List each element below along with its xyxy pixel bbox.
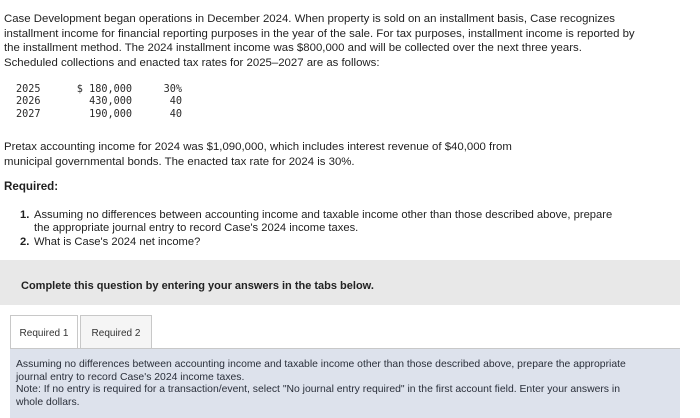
schedule-year: 2025	[16, 84, 41, 95]
schedule-amount: 430,000	[89, 96, 132, 108]
required-item-text: Assuming no differences between accounting income and taxable income other than those described above, prepare the appropriate journal entry to record Case's 2024 income taxes.	[34, 209, 613, 235]
pretax-income-text: Pretax accounting income for 2024 was $1,090,000, which includes interest revenue of $40,000 from municipal governmental bonds. The enacted tax rate for 2024 is 30%.	[4, 141, 512, 168]
tab-required-1[interactable]: Required 1	[10, 315, 78, 349]
schedule-rate: 40	[169, 108, 182, 120]
instruction-text: Complete this question by entering your answers in the tabs below.	[21, 280, 374, 292]
required-item-number: 2.	[20, 235, 30, 248]
required-item-text: What is Case's 2024 net income?	[34, 235, 201, 248]
problem-intro-text: Case Development began operations in December 2024. When property is sold on an installment basis, Case recognizes installment income for financial reporting purposes in the year of the sale. For tax purposes, installment income is reported by the installment method. The 2024 installment income was $800,000 and will be collected over the next three years. Scheduled collections and enacted tax rates for 2025–2027 are as follows:	[4, 13, 635, 69]
required-item-1	[20, 209, 690, 236]
schedule-row	[16, 109, 186, 121]
schedule-row	[16, 84, 186, 96]
schedule-row	[16, 96, 186, 108]
tab-required-2[interactable]: Required 2	[80, 315, 152, 349]
collections-schedule	[16, 84, 186, 121]
schedule-amount: 190,000	[89, 108, 132, 120]
panel-instruction-text: Assuming no differences between accounting income and taxable income other than those described above, prepare the appropriate journal entry to record Case's 2024 income taxes.	[16, 359, 626, 383]
required-item-2	[20, 236, 690, 249]
tab-panel-required-1	[10, 348, 680, 418]
required-heading: Required:	[4, 180, 59, 193]
schedule-year: 2027	[16, 108, 41, 120]
required-list	[20, 209, 690, 249]
panel-note-text: Note: If no entry is required for a transaction/event, select "No journal entry required" in the first account field. Enter your answers in whole dollars.	[16, 384, 620, 408]
schedule-rate: 30%	[163, 84, 182, 95]
schedule-year: 2026	[16, 96, 41, 108]
schedule-rate: 40	[169, 96, 182, 108]
schedule-amount: $ 180,000	[76, 84, 132, 95]
required-item-number: 1.	[20, 209, 30, 221]
